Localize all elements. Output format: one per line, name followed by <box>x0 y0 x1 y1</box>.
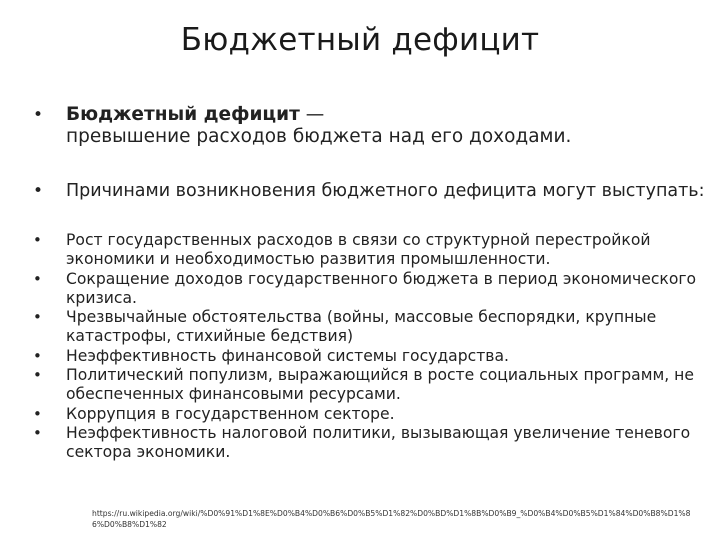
cause-text: Неэффективность налоговой политики, вызывающая увеличение теневого сектора экономики. <box>66 423 691 462</box>
bullet-icon: • <box>33 308 42 327</box>
cause-text: Чрезвычайные обстоятельства (войны, массовые беспорядки, крупные катастрофы, стихийные бедствия) <box>66 308 657 346</box>
bullet-icon: • <box>33 181 44 201</box>
cause-text: Неэффективность финансовой системы государства. <box>66 346 509 365</box>
cause-text: Рост государственных расходов в связи со структурной перестройкой экономики и необходимостью развития промышленности. <box>66 231 651 269</box>
list-item <box>30 366 710 405</box>
bullet-icon: • <box>33 346 42 365</box>
definition-text: превышение расходов бюджета над его доходами. <box>66 126 572 147</box>
list-item <box>30 347 710 366</box>
list-item <box>30 270 710 309</box>
definition-term: Бюджетный дефицит <box>66 104 300 125</box>
bullet-icon: • <box>33 366 42 385</box>
definition-dash: — <box>299 104 325 125</box>
definition-item <box>30 104 710 148</box>
list-item <box>30 405 710 424</box>
bullet-icon: • <box>33 105 44 125</box>
bullet-icon: • <box>33 231 42 249</box>
causes-intro-bullet <box>30 180 710 202</box>
list-item <box>30 308 710 347</box>
causes-intro-text: Причинами возникновения бюджетного дефицита могут выступать: <box>66 181 705 201</box>
bullet-icon: • <box>33 269 42 288</box>
causes-intro-item <box>30 180 710 202</box>
bullet-icon: • <box>33 423 42 442</box>
causes-list <box>30 231 710 463</box>
cause-text: Сокращение доходов государственного бюджета в период экономического кризиса. <box>66 269 697 307</box>
cause-text: Политический популизм, выражающийся в росте социальных программ, не обеспеченных финансовыми ресурсами. <box>66 366 694 404</box>
definition-bullet <box>30 104 710 148</box>
cause-text: Коррупция в государственном секторе. <box>66 404 395 423</box>
source-link[interactable]: https://ru.wikipedia.org/wiki/%D0%91%D1%8E%D0%B4%D0%B6%D0%B5%D1%82%D0%BD%D1%8B%D0%B9_%D0%B4%D0%B5%D1%84%D0%B8%D1%86%D0%B8%D1%82 <box>92 509 691 529</box>
list-item <box>30 424 710 463</box>
slide-title: Бюджетный дефицит <box>180 22 540 58</box>
list-item <box>30 231 710 270</box>
bullet-icon: • <box>33 404 42 423</box>
